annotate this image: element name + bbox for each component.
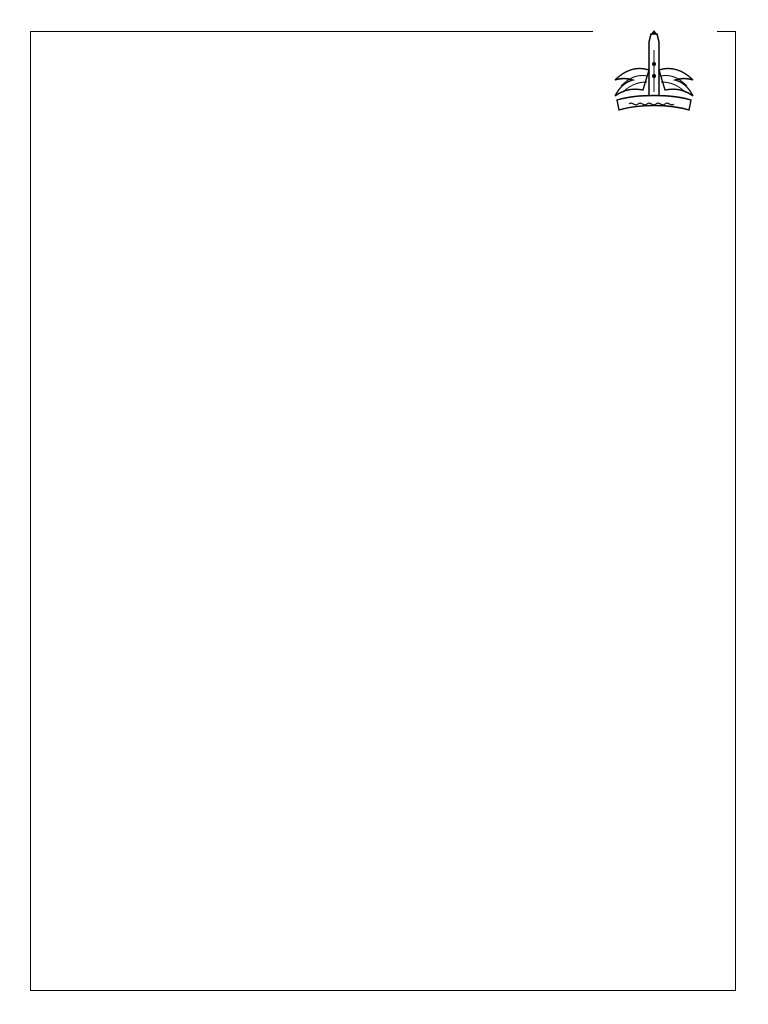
page-border <box>30 31 736 991</box>
university-logo <box>593 26 717 121</box>
university-seal-icon <box>607 30 701 116</box>
document-title-wordart <box>100 250 640 334</box>
